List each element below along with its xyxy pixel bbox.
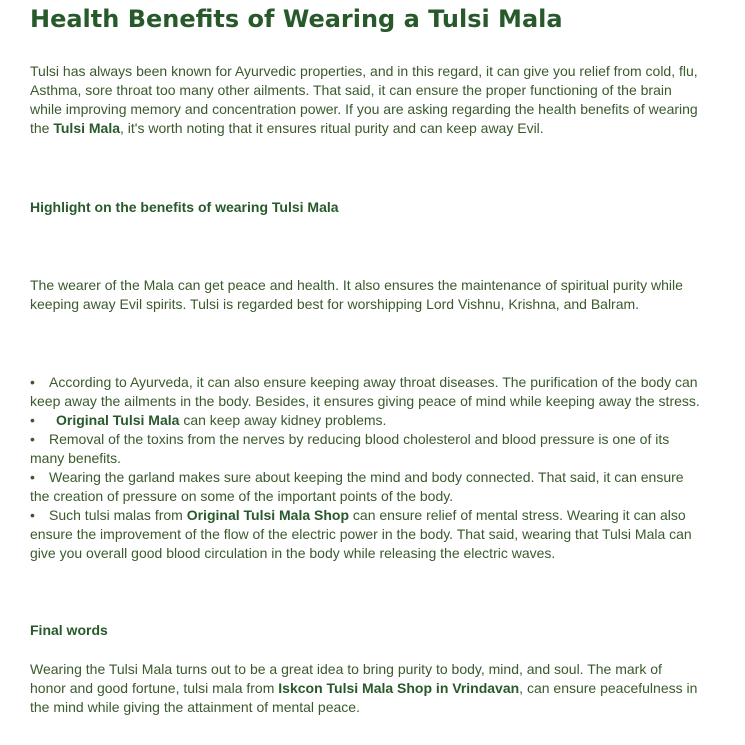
list-item-text: can keep away kidney problems. bbox=[179, 412, 387, 428]
final-paragraph bbox=[30, 660, 700, 717]
list-item bbox=[30, 468, 700, 506]
final-words-heading: Final words bbox=[30, 622, 108, 638]
original-tulsi-mala-link[interactable]: Original Tulsi Mala bbox=[56, 412, 180, 428]
wearer-paragraph: The wearer of the Mala can get peace and health. It also ensures the maintenance of spiritual purity while keeping away Evil spirits. Tulsi is regarded best for worshipping Lord Vishnu, Krishna, and Balram. bbox=[30, 277, 683, 312]
tulsi-mala-link[interactable]: Tulsi Mala bbox=[53, 120, 121, 136]
list-item bbox=[30, 411, 700, 430]
list-item bbox=[30, 506, 700, 563]
list-item-text: Wearing the garland makes sure about keeping the mind and body connected. That said, it can ensure the creation of pressure on some of the important points of the body. bbox=[30, 469, 684, 504]
intro-paragraph bbox=[30, 62, 700, 138]
original-tulsi-mala-shop-link[interactable]: Original Tulsi Mala Shop bbox=[186, 507, 350, 523]
intro-text-after: , it's worth noting that it ensures ritual purity and can keep away Evil. bbox=[120, 120, 544, 136]
list-item bbox=[30, 373, 700, 411]
list-item bbox=[30, 430, 700, 468]
iskcon-shop-link[interactable]: Iskcon Tulsi Mala Shop in Vrindavan bbox=[278, 680, 520, 696]
list-item-text: According to Ayurveda, it can also ensure keeping away throat diseases. The purification of the body can keep away the ailments in the body. Besides, it ensures giving peace of mind while keeping away the stress. bbox=[30, 374, 700, 409]
intro-text-before: Tulsi has always been known for Ayurvedic properties, and in this regard, it can give you relief from cold, flu, Asthma, sore throat too many other ailments. That said, it can ensure the proper functioning of the brain while improving memory and concentration power. If you are asking regarding the health benefits of wearing the bbox=[30, 63, 698, 136]
list-item-text: Removal of the toxins from the nerves by reducing blood cholesterol and blood pressure is one of its many benefits. bbox=[30, 431, 670, 466]
bullet-icon: • bbox=[30, 431, 35, 447]
final-text-after: , can ensure peacefulness in the mind while giving the attainment of mental peace. bbox=[30, 680, 698, 715]
bullet-icon: • bbox=[30, 412, 35, 428]
bullet-icon: • bbox=[30, 469, 35, 485]
highlight-heading: Highlight on the benefits of wearing Tulsi Mala bbox=[30, 199, 339, 215]
bullet-icon: • bbox=[30, 374, 35, 390]
page-title: Health Benefits of Wearing a Tulsi Mala bbox=[30, 5, 563, 33]
final-text-before: Wearing the Tulsi Mala turns out to be a great idea to bring purity to body, mind, and soul. The mark of honor and good fortune, tulsi mala from bbox=[30, 661, 662, 696]
bullet-icon: • bbox=[30, 507, 35, 523]
list-item-text-after: can ensure relief of mental stress. Wearing it can also ensure the improvement of the flow of the electric power in the body. That said, wearing that Tulsi Mala can give you overall good blood circulation in the body while releasing the electric waves. bbox=[30, 507, 692, 561]
benefits-list bbox=[30, 373, 700, 563]
list-item-text-before: Such tulsi malas from bbox=[49, 507, 187, 523]
